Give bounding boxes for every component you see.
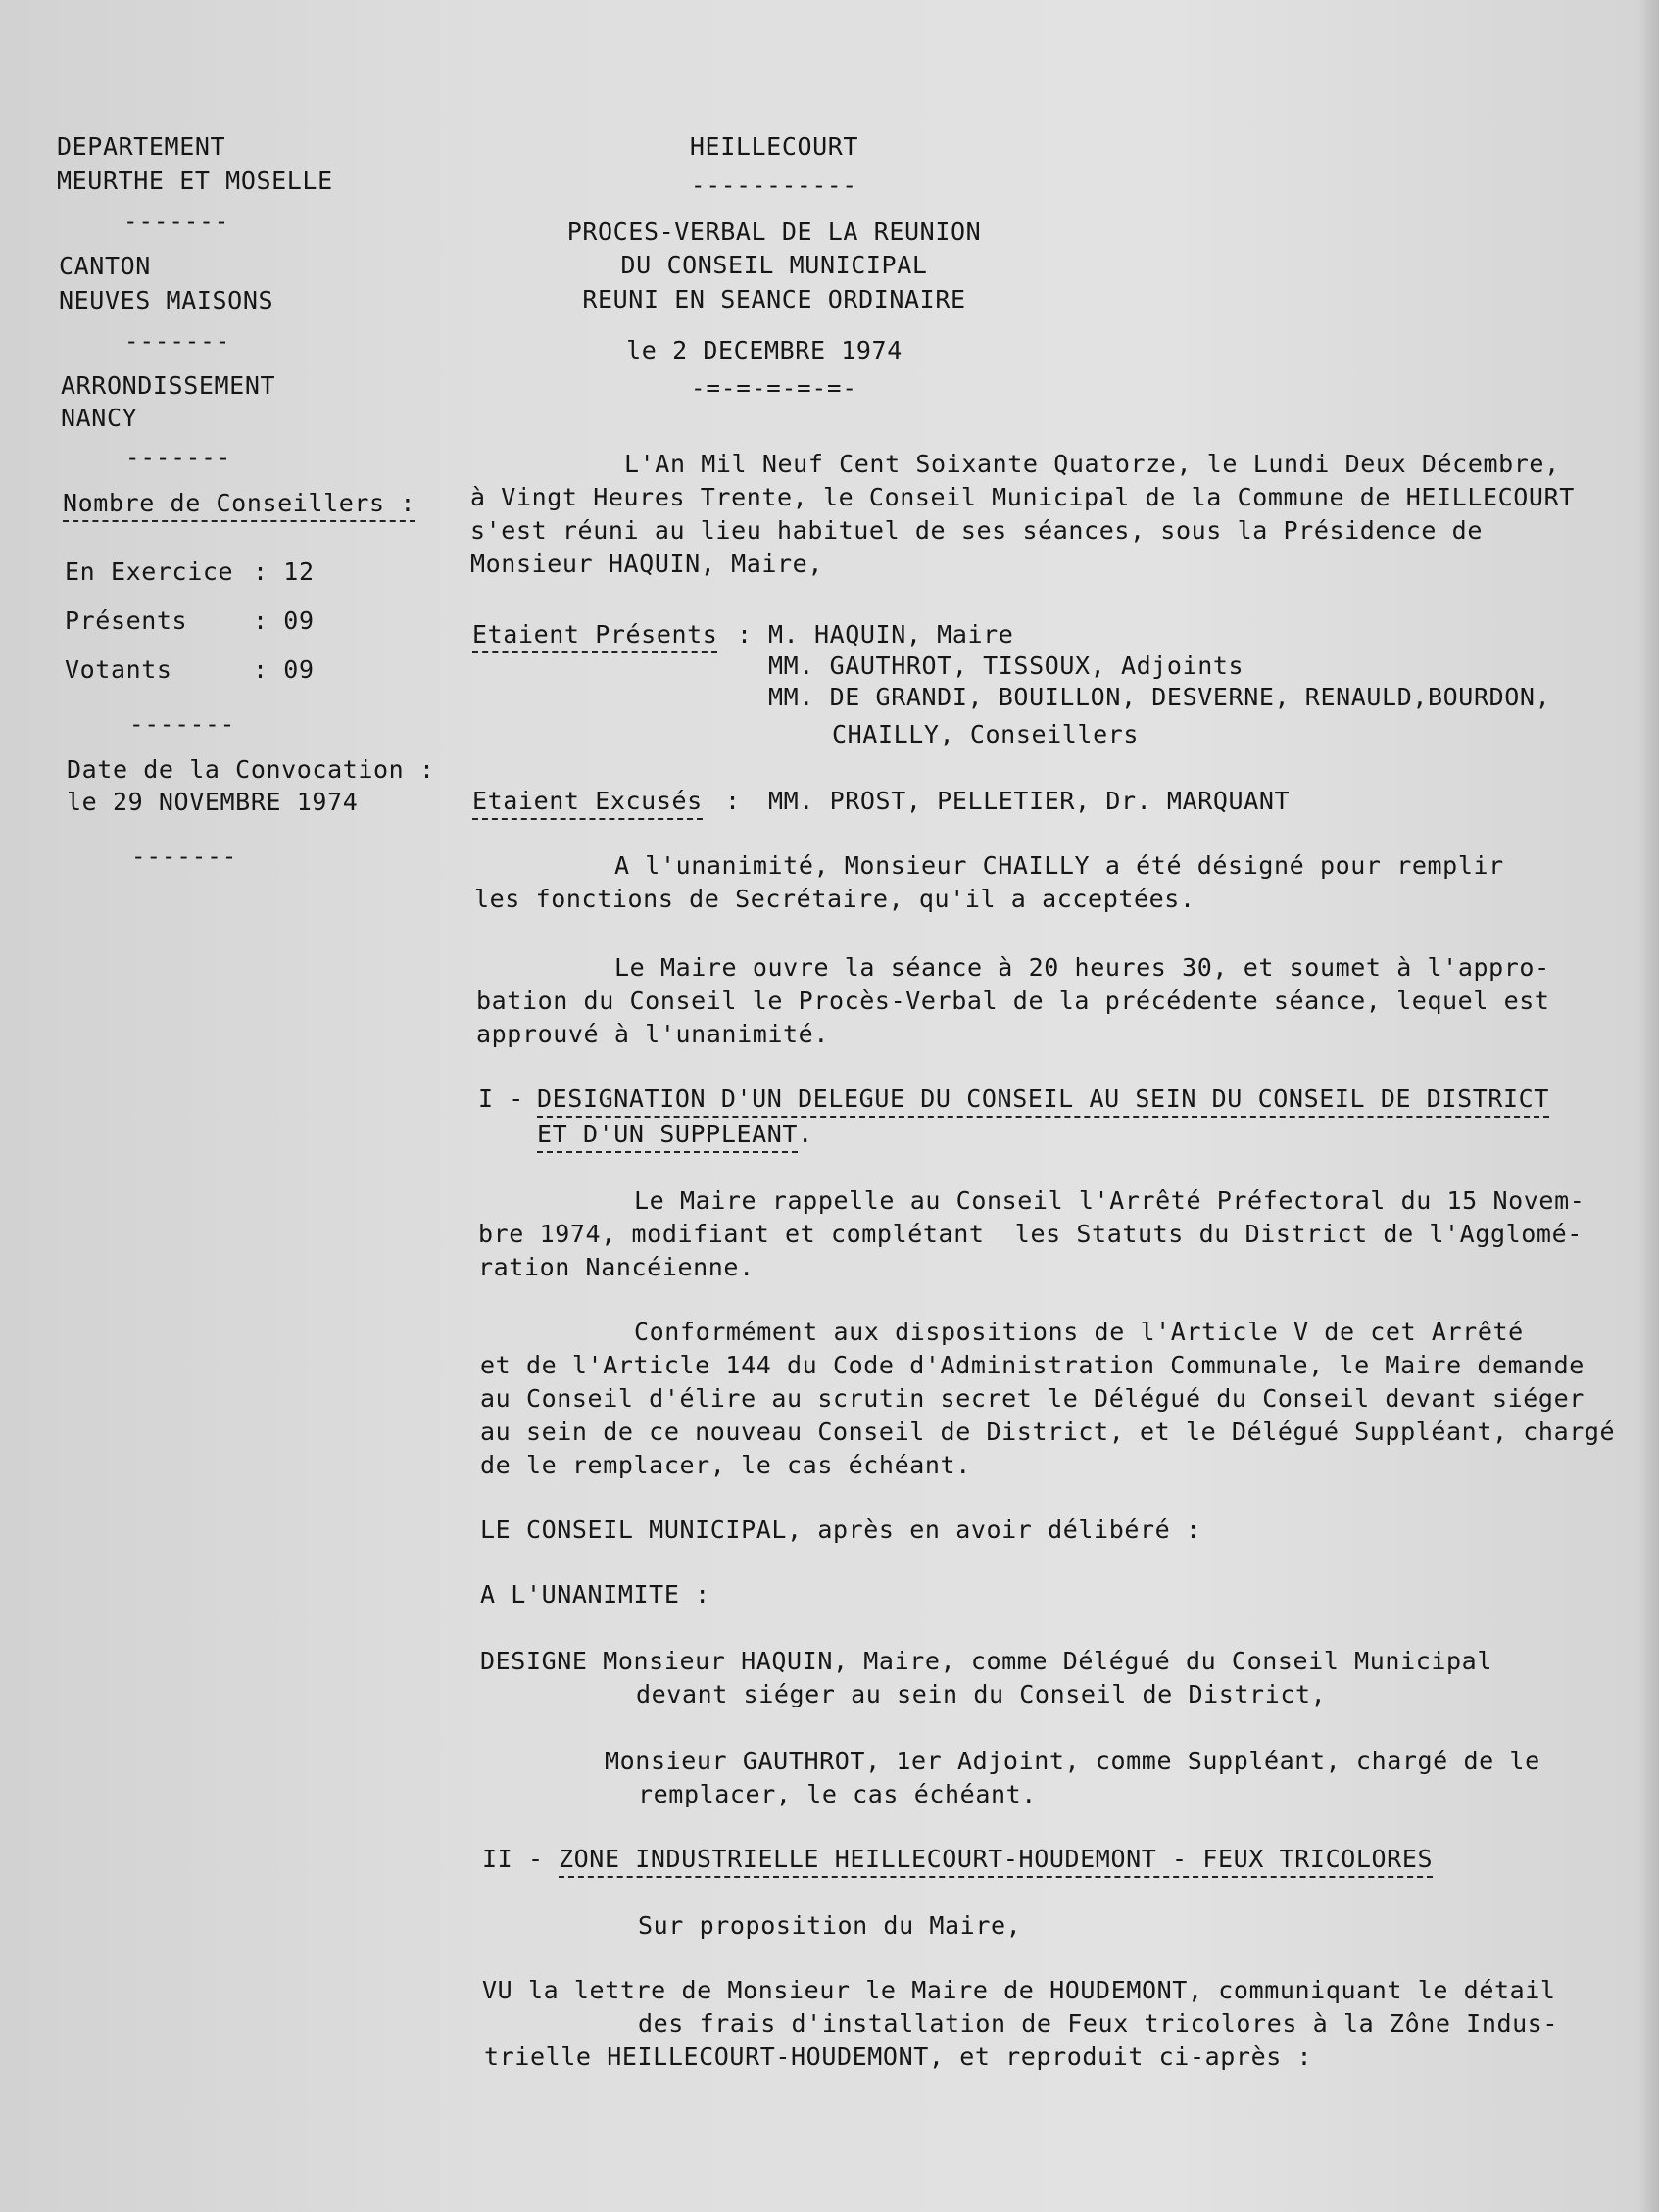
doc-title-line-3: REUNI EN SEANCE ORDINAIRE: [582, 285, 966, 313]
section-1-title-period: .: [798, 1120, 813, 1148]
doc-title-line-2: DU CONSEIL MUNICIPAL: [620, 251, 928, 279]
rappel-line-3: ration Nancéienne.: [478, 1253, 755, 1281]
section-1-title-line-1: [537, 1083, 1549, 1115]
separator: -------: [123, 208, 230, 235]
canton-label: CANTON: [59, 252, 151, 280]
vu-line-2: des frais d'installation de Feux tricolores à la Zône Indus-: [638, 2009, 1559, 2038]
unanimite-label: A L'UNANIMITE :: [480, 1580, 710, 1609]
separator: -------: [129, 710, 236, 738]
excuses-colon: :: [725, 787, 741, 815]
excuses-line-1: MM. PROST, PELLETIER, Dr. MARQUANT: [768, 787, 1291, 815]
intro-line-2: à Vingt Heures Trente, le Conseil Municipal de la Commune de HEILLECOURT: [470, 483, 1575, 511]
conformement-line-5: de le remplacer, le cas échéant.: [480, 1451, 971, 1479]
section-2-title-text: ZONE INDUSTRIELLE HEILLECOURT-HOUDEMONT - FEUX TRICOLORES: [559, 1845, 1433, 1878]
ouverture-line-3: approuvé à l'unanimité.: [476, 1020, 829, 1048]
rappel-line-1: Le Maire rappelle au Conseil l'Arrêté Préfectoral du 15 Novem-: [634, 1186, 1586, 1215]
section-1-title-line-2-text: ET D'UN SUPPLEANT: [537, 1120, 798, 1153]
vu-line-3: trielle HEILLECOURT-HOUDEMONT, et reproduit ci-après :: [484, 2043, 1313, 2071]
nombre-conseillers-text: Nombre de Conseillers :: [63, 489, 415, 522]
conseil-deliberation: LE CONSEIL MUNICIPAL, après en avoir délibéré :: [480, 1515, 1201, 1544]
en-exercice-label: En Exercice: [65, 557, 234, 586]
presents-heading-text: Etaient Présents: [472, 620, 717, 653]
arrondissement-label: ARRONDISSEMENT: [61, 371, 276, 400]
section-1-title-line-1-text: DESIGNATION D'UN DELEGUE DU CONSEIL AU SEIN DU CONSEIL DE DISTRICT: [537, 1084, 1549, 1118]
section-2-number: II -: [482, 1845, 544, 1873]
conformement-line-2: et de l'Article 144 du Code d'Administration Communale, le Maire demande: [480, 1351, 1585, 1379]
page-edge-shadow: [1637, 0, 1659, 2212]
presents-label: Présents: [65, 606, 188, 635]
excuses-heading: [472, 786, 703, 817]
canton-name: NEUVES MAISONS: [59, 286, 274, 314]
ouverture-line-1: Le Maire ouvre la séance à 20 heures 30, et soumet à l'appro-: [614, 953, 1550, 982]
secretaire-line-2: les fonctions de Secrétaire, qu'il a acceptées.: [474, 885, 1195, 913]
presents-value: : 09: [253, 606, 315, 635]
commune-title: HEILLECOURT: [689, 132, 859, 161]
intro-line-1: L'An Mil Neuf Cent Soixante Quatorze, le Lundi Deux Décembre,: [624, 450, 1560, 478]
excuses-heading-text: Etaient Excusés: [472, 787, 703, 820]
rappel-line-2: bre 1974, modifiant et complétant les Statuts du District de l'Agglomé-: [478, 1220, 1583, 1248]
designe-line-1: DESIGNE Monsieur HAQUIN, Maire, comme Délégué du Conseil Municipal: [480, 1647, 1492, 1675]
nombre-conseillers-label: [63, 488, 415, 519]
departement-name: MEURTHE ET MOSELLE: [57, 167, 333, 195]
gauthrot-line-1: Monsieur GAUTHROT, 1er Adjoint, comme Suppléant, chargé de le: [605, 1747, 1540, 1775]
conformement-line-1: Conformément aux dispositions de l'Article V de cet Arrêté: [634, 1318, 1524, 1346]
vu-line-1: VU la lettre de Monsieur le Maire de HOUDEMONT, communiquant le détail: [482, 1976, 1556, 2004]
presents-colon: :: [737, 620, 753, 649]
separator: -------: [131, 842, 238, 870]
departement-label: DEPARTEMENT: [57, 132, 226, 161]
conformement-line-3: au Conseil d'élire au scrutin secret le Délégué du Conseil devant siéger: [480, 1384, 1585, 1413]
presents-line-3: MM. DE GRANDI, BOUILLON, DESVERNE, RENAULD,BOURDON,: [768, 683, 1551, 711]
separator: -------: [125, 444, 232, 471]
arrondissement-name: NANCY: [61, 404, 138, 432]
conformement-line-4: au sein de ce nouveau Conseil de District, et le Délégué Suppléant, chargé: [480, 1418, 1616, 1446]
intro-line-3: s'est réuni au lieu habituel de ses séances, sous la Présidence de: [470, 516, 1483, 545]
ouverture-line-2: bation du Conseil le Procès-Verbal de la précédente séance, lequel est: [476, 986, 1550, 1015]
en-exercice-value: : 12: [253, 557, 315, 586]
section-1-number: I -: [478, 1084, 524, 1113]
convocation-date: le 29 NOVEMBRE 1974: [67, 788, 359, 816]
presents-line-2: MM. GAUTHROT, TISSOUX, Adjoints: [768, 651, 1244, 680]
date-underline: -=-=-=-=-=-: [691, 374, 857, 402]
secretaire-line-1: A l'unanimité, Monsieur CHAILLY a été désigné pour remplir: [614, 851, 1504, 880]
doc-title-line-1: PROCES-VERBAL DE LA REUNION: [566, 217, 982, 246]
proposition-line: Sur proposition du Maire,: [638, 1911, 1022, 1940]
convocation-label: Date de la Convocation :: [67, 755, 435, 784]
gauthrot-line-2: remplacer, le cas échéant.: [638, 1780, 1037, 1808]
section-2-title: [559, 1844, 1433, 1875]
votants-label: Votants: [65, 655, 172, 684]
intro-line-4: Monsieur HAQUIN, Maire,: [470, 550, 823, 578]
presents-line-1: M. HAQUIN, Maire: [768, 620, 1014, 649]
separator: -------: [124, 327, 231, 355]
meeting-date: le 2 DECEMBRE 1974: [626, 336, 903, 364]
votants-value: : 09: [253, 655, 315, 684]
presents-heading: [472, 619, 717, 650]
section-1-title-line-2: [537, 1119, 813, 1150]
presents-line-4: CHAILLY, Conseillers: [832, 720, 1140, 748]
designe-line-2: devant siéger au sein du Conseil de District,: [636, 1680, 1327, 1708]
commune-underline: -----------: [691, 171, 857, 199]
